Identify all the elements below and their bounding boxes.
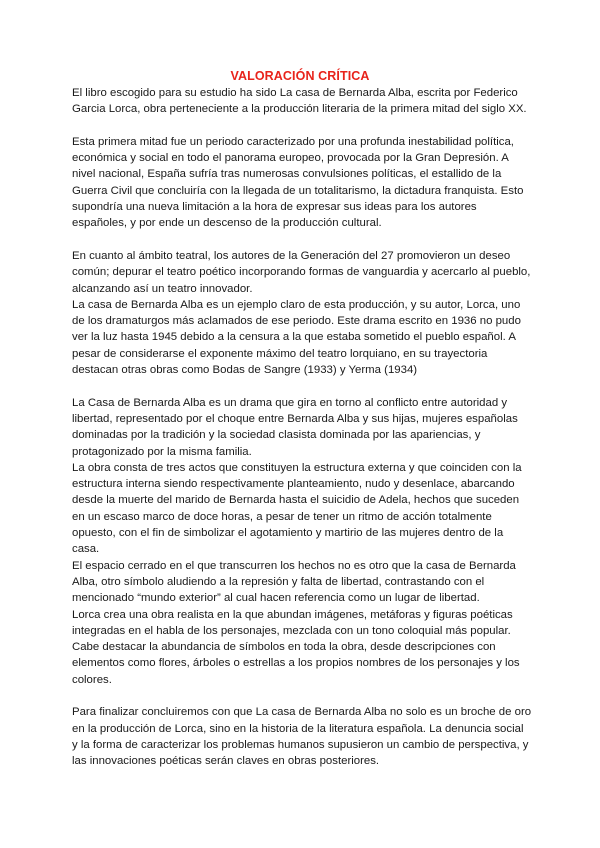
- document-body: [72, 85, 532, 769]
- paragraph-space: El espacio cerrado en el que transcurren los hechos no es otro que la casa de Bernarda Alba, otro símbolo aludiendo a la represión y falta de libertad, contrastando con el mencionado “mundo exterior” al cual hacen referencia como un lugar de libertad.: [72, 559, 516, 605]
- paragraph-style: Lorca crea una obra realista en la que abundan imágenes, metáforas y figuras poéticas integradas en el habla de los personajes, mezclada con un tono coloquial más popular.: [72, 608, 513, 637]
- paragraph-gap: [72, 688, 532, 704]
- paragraph-intro: El libro escogido para su estudio ha sido La casa de Bernarda Alba, escrita por Federico Garcia Lorca, obra perteneciente a la producción literaria de la primera mitad del siglo XX.: [72, 87, 527, 116]
- paragraph-symbols: Cabe destacar la abundancia de símbolos en toda la obra, desde descripciones con elementos como flores, árboles o estrellas a los propios nombres de los personajes y los colores.: [72, 641, 520, 686]
- paragraph-conclusion: Para finalizar concluiremos con que La casa de Bernarda Alba no solo es un broche de oro en la producción de Lorca, sino en la historia de la literatura española. La denuncia social y la forma de caracterizar los problemas humanos supusieron un cambio de perspectiva, y las innovaciones poéticas serán claves en obras posteriores.: [72, 706, 532, 768]
- paragraph-structure: La obra consta de tres actos que constituyen la estructura externa y que coinciden con la estructura interna siendo respectivamente planteamiento, nudo y desenlace, abarcando desde la muerte del marido de Bernarda hasta el suicidio de Adela, hechos que suceden en un escaso marco de doce horas, a pesar de tener un ritmo de acción totalmente opuesto, con el fin de simbolizar el agotamiento y martirio de las mujeres dentro de la casa.: [72, 461, 522, 556]
- page-title: VALORACIÓN CRÍTICA: [230, 69, 370, 83]
- paragraph-theatre-context: En cuanto al ámbito teatral, los autores de la Generación del 27 promovieron un deseo común; depurar el teatro poético incorporando formas de vanguardia y acercarlo al pueblo, alcanzando así un teatro innovador.: [72, 249, 531, 295]
- paragraph-theme: La Casa de Bernarda Alba es un drama que gira en torno al conflicto entre autoridad y libertad, representado por el choque entre Bernarda Alba y sus hijas, mujeres españolas dominadas por la tradición y la sociedad clasista dominada por las apariencias, y protagonizado por la misma familia.: [72, 396, 518, 458]
- paragraph-historical-context: Esta primera mitad fue un periodo caracterizado por una profunda inestabilidad política, económica y social en todo el panorama europeo, provocada por la Gran Depresión. A nivel nacional, España sufría tras numerosas convulsiones políticas, el estallido de la Guerra Civil que concluiría con la llegada de un totalitarismo, la dictadura franquista. Esto supondría una nueva limitación a la hora de expresar sus ideas para los autores españoles, y por ende un descenso de la producción cultural.: [72, 135, 524, 230]
- paragraph-gap: [72, 232, 532, 248]
- paragraph-gap: [72, 118, 532, 134]
- paragraph-work-and-author: La casa de Bernarda Alba es un ejemplo claro de esta producción, y su autor, Lorca, uno de los dramaturgos más aclamados de ese periodo. Este drama escrito en 1936 no pudo ver la luz hasta 1945 debido a la censura a la que estaba sometido el pueblo español. A pesar de considerarse el exponente máximo del teatro lorquiano, en su trayectoria destacan otras obras como Bodas de Sangre (1933) y Yerma (1934): [72, 298, 521, 377]
- paragraph-gap: [72, 378, 532, 394]
